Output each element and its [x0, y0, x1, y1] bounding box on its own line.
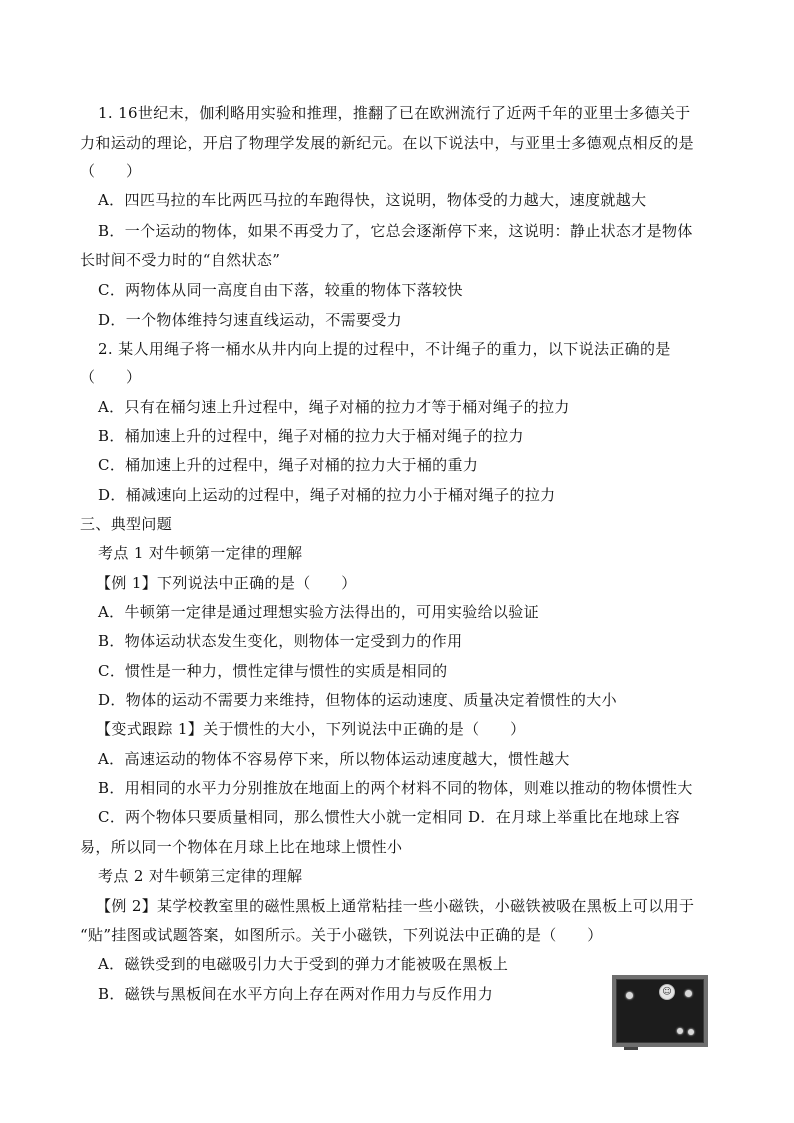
magnet-icon	[626, 992, 633, 999]
magnet-icon	[677, 1028, 683, 1034]
example-2-stem-line-2: “贴”挂图或试题答案，如图所示。关于小磁铁，下列说法中正确的是（ ）	[80, 926, 603, 944]
example-2-option-b: B．磁铁与黑板间在水平方向上存在两对作用力与反作用力	[98, 985, 494, 1003]
variant-1-stem: 【变式跟踪 1】关于惯性的大小，下列说法中正确的是（ ）	[96, 720, 526, 738]
q1-option-d: D．一个物体维持匀速直线运动，不需要受力	[98, 311, 403, 329]
q1-stem-line-1: 1. 16世纪末，伽利略用实验和推理，推翻了已在欧洲流行了近两千年的亚里士多德关于	[98, 104, 691, 122]
example-1-option-c: C．惯性是一种力，惯性定律与惯性的实质是相同的	[98, 662, 448, 680]
variant-1-option-a: A．高速运动的物体不容易停下来，所以物体运动速度越大，惯性越大	[98, 750, 570, 768]
q2-option-b: B．桶加速上升的过程中，绳子对桶的拉力大于桶对绳子的拉力	[98, 427, 524, 445]
blackboard-surface	[616, 979, 704, 1043]
q2-answer-bracket: （ ）	[80, 368, 142, 386]
q1-option-c: C．两物体从同一高度自由下落，较重的物体下落较快	[98, 281, 463, 299]
magnetic-blackboard-photo-icon	[612, 975, 708, 1047]
q1-stem-line-2: 力和运动的理论，开启了物理学发展的新纪元。在以下说法中，与亚里士多德观点相反的是	[80, 134, 695, 152]
example-1-option-b: B．物体运动状态发生变化，则物体一定受到力的作用	[98, 632, 463, 650]
topic-2-heading: 考点 2 对牛顿第三定律的理解	[98, 867, 303, 885]
q1-option-a: A．四匹马拉的车比两匹马拉的车跑得快，这说明，物体受的力越大，速度就越大	[98, 191, 647, 209]
example-2-option-a: A．磁铁受到的电磁吸引力大于受到的弹力才能被吸在黑板上	[98, 955, 509, 973]
example-1-stem: 【例 1】下列说法中正确的是（ ）	[96, 574, 357, 592]
example-1-option-a: A．牛顿第一定律是通过理想实验方法得出的，可用实验给以验证	[98, 603, 539, 621]
section-heading: 三、典型问题	[80, 515, 173, 533]
q2-stem-line-1: 2. 某人用绳子将一桶水从井内向上提的过程中，不计绳子的重力，以下说法正确的是	[98, 340, 671, 358]
q1-option-b-line-1: B．一个运动的物体，如果不再受力了，它总会逐渐停下来，这说明：静止状态才是物体	[98, 222, 693, 240]
q2-option-d: D．桶减速向上运动的过程中，绳子对桶的拉力小于桶对绳子的拉力	[98, 486, 556, 504]
magnet-icon	[688, 1029, 694, 1035]
topic-1-heading: 考点 1 对牛顿第一定律的理解	[98, 544, 303, 562]
q1-answer-bracket: （ ）	[80, 162, 142, 180]
smiley-magnet-icon: ☺	[659, 984, 675, 1000]
q2-option-c: C．桶加速上升的过程中，绳子对桶的拉力大于桶的重力	[98, 456, 479, 474]
blackboard-tray	[624, 1047, 638, 1050]
variant-1-option-b: B．用相同的水平力分别推放在地面上的两个材料不同的物体，则难以推动的物体惯性大	[98, 779, 693, 797]
q2-option-a: A．只有在桶匀速上升过程中，绳子对桶的拉力才等于桶对绳子的拉力	[98, 398, 570, 416]
example-1-option-d: D．物体的运动不需要力来维持，但物体的运动速度、质量决定着惯性的大小	[98, 691, 617, 709]
example-2-stem-line-1: 【例 2】某学校教室里的磁性黑板上通常粘挂一些小磁铁，小磁铁被吸在黑板上可以用于	[96, 897, 695, 915]
variant-1-option-c-d-line-1: C．两个物体只要质量相同，那么惯性大小就一定相同 D．在月球上举重比在地球上容	[98, 808, 680, 826]
variant-1-option-d-line-2: 易，所以同一个物体在月球上比在地球上惯性小	[80, 838, 403, 856]
q1-option-b-line-2: 长时间不受力时的“自然状态”	[80, 251, 281, 269]
magnet-icon	[685, 990, 692, 997]
